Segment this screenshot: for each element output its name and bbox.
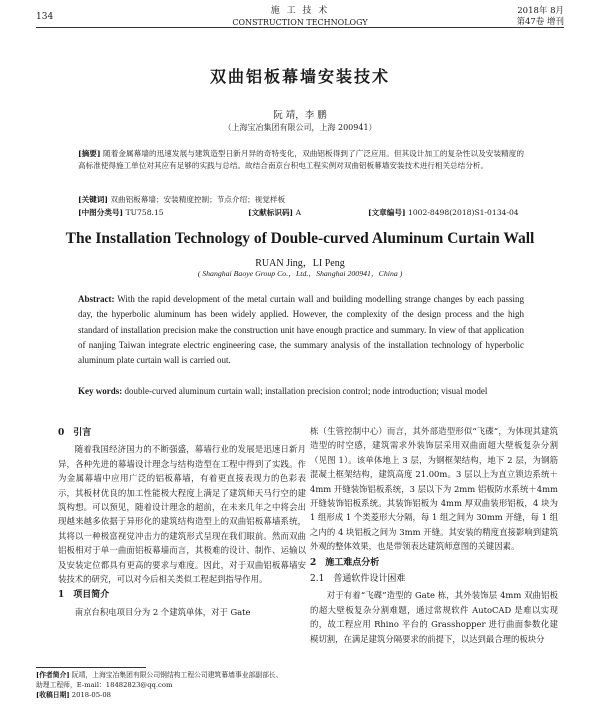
journal-name-cn: 施 工 技 术 bbox=[270, 6, 330, 16]
keywords-cn-text: 双曲铝板幕墙；安装精度控制；节点介绍；视觉样板 bbox=[110, 195, 286, 204]
left-column bbox=[58, 424, 306, 619]
cls-label: [中图分类号] bbox=[78, 208, 124, 217]
authors-en: RUAN Jing，LI Peng bbox=[255, 258, 345, 269]
author-bio-label: [作者简介] bbox=[36, 671, 70, 679]
section-heading-0: 0 引言 bbox=[58, 428, 92, 438]
title-cn: 双曲铝板幕墙安装技术 bbox=[209, 67, 390, 86]
affiliation-cn: （上海宝冶集团有限公司，上海 200941） bbox=[223, 123, 377, 132]
abstract-en bbox=[78, 292, 524, 368]
keywords-cn-label: [关键词] bbox=[78, 195, 108, 204]
keywords-en-text: double-curved aluminum curtain wall; installation precision control; node introduction; visual model bbox=[124, 386, 488, 396]
abstract-en-text: With the rapid development of the metal curtain wall and building modelling strange changes by each passing day, the hyperbolic aluminum has been widely applied. However, the complexity of the design process and the high standard of installation precision make the construction unit have enough practice and summary. In view of that application of nanjing Taiwan integrate electric engineering case, the summary analysis of the installation technology of hyperbolic aluminum plate curtain wall is carried out. bbox=[78, 294, 524, 366]
footnote-rule bbox=[36, 667, 146, 668]
issue-volume: 第47卷 增刊 bbox=[516, 16, 564, 27]
footnote bbox=[36, 670, 284, 700]
author-bio-text: 阮靖，上海宝冶集团有限公司钢结构工程公司建筑幕墙事业部副部长、助理工程师，E-mail：18482823@qq.com bbox=[36, 671, 283, 689]
section-heading-2: 2 施工难点分析 bbox=[310, 557, 380, 568]
journal-name-en: CONSTRUCTION TECHNOLOGY bbox=[232, 18, 368, 27]
doc-code-label: [文献标识码] bbox=[248, 208, 294, 217]
doc-code-value: A bbox=[295, 208, 302, 217]
issue-date: 2018年 8月 bbox=[517, 6, 564, 16]
received-value: 2018-05-08 bbox=[71, 691, 111, 699]
authors-cn: 阮 靖，李 鹏 bbox=[273, 110, 327, 121]
received-label: [收稿日期] bbox=[36, 691, 70, 699]
body-paragraph-intro: 随着我国经济国力的不断强盛，幕墙行业的发展是迅速日新月异，各种先进的幕墙设计理念与结构造型在工程中得到了实践。作为金属幕墙中应用广泛的铝板幕墙，有着更直接表现力的色彩表示，其板材优良的加工性能极大程度上满足了建筑师天马行空的建筑构想。可以预见，随着设计理念的超前，在未来几年之中将会出现越来越多依据于异形化的建筑结构造型上的双曲铝板幕墙系统，其将以一种极富视觉冲击力的建筑形式呈现在我们眼前。然而双曲铝板相对于单一曲面铝板幕墙而言，其极难的设计、制作、运输以及安装定位都具有更高的要求与难度。因此，对于双曲铝板幕墙安装技术的研究，可以对今后相关类似工程起到指导作用。 bbox=[58, 444, 306, 585]
abstract-cn-text: 随着金属幕墙的迅速发展与建筑造型日新月异的奇特变化，双曲铝板得到了广泛应用。但其设计加工的复杂性以及安装精度的高标准使得施工单位对其应有足够的实践与总结。故结合南京台积电工程实例对双曲铝板幕墙安装技术进行相关总结分析。 bbox=[78, 149, 524, 170]
received-date bbox=[36, 690, 284, 700]
keywords-en bbox=[78, 384, 524, 399]
classification-cn bbox=[78, 207, 524, 219]
issue-info bbox=[516, 6, 564, 27]
cls-value: TU758.15 bbox=[125, 208, 164, 217]
article-no-label: [文章编号] bbox=[368, 208, 406, 217]
abstract-cn-label: [摘要] bbox=[78, 149, 101, 158]
article-no-value: 1002-8498(2018)S1-0134-04 bbox=[407, 208, 519, 217]
body-paragraph-continued: 栋（生管控制中心）而言，其外部造型形似“飞碟”，为体现其建筑造型的时空感，建筑需求外装饰层采用双曲面超大壁板复杂分割（见图 1）。该单体地上 3 层，为钢框架结构，地下 2 层，为钢筋混凝土框架结构，建筑高度 21.00m。3 层以上为直立锁边系统＋4mm 开缝装饰铝板系统，3 层以下为 2mm 铝板防水系统＋4mm 开缝装饰铝板系统。其装饰铝板为 4mm 厚双曲装形铝板，4 块为 1 组形成 1 个类菱形大分隔，每 1 组之间为 30mm 开缝，每 1 组之内的 4 块铝板之间为 3mm 开缝。其安装的精度直接影响到建筑外观的整体效果，也是带领表达建筑师意图的关键因素。 bbox=[310, 426, 558, 552]
author-bio bbox=[36, 670, 284, 690]
header-rule bbox=[36, 27, 564, 28]
keywords-en-label: Key words: bbox=[78, 386, 123, 396]
body-paragraph-project: 南京台积电项目分为 2 个建筑单体，对于 Gate bbox=[74, 606, 251, 617]
page-number: 134 bbox=[36, 12, 54, 22]
subsection-heading-2-1: 2.1 普通软件设计困难 bbox=[310, 574, 406, 585]
title-en: The Installation Technology of Double-curved Aluminum Curtain Wall bbox=[65, 230, 535, 247]
abstract-en-label: Abstract: bbox=[78, 294, 115, 304]
section-heading-1: 1 项目简介 bbox=[58, 590, 110, 601]
right-column bbox=[310, 424, 558, 646]
body-paragraph-design: 对于有着“飞碟”造型的 Gate 栋，其外装饰层 4mm 双曲铝板的超大壁板复杂分割难题，通过常规软件 AutoCAD 是难以实现的，故工程应用 Rhino 平台的 Grasshopper 进行曲面参数化建模切割，在满足建筑分隔要求的前提下，以达到最合理的板块分 bbox=[310, 590, 558, 644]
keywords-cn bbox=[78, 194, 524, 206]
affiliation-en: ( Shanghai Baoye Group Co.，Ltd.，Shanghai 200941，China ) bbox=[197, 269, 403, 278]
abstract-cn bbox=[78, 148, 524, 171]
journal-header bbox=[210, 6, 390, 28]
